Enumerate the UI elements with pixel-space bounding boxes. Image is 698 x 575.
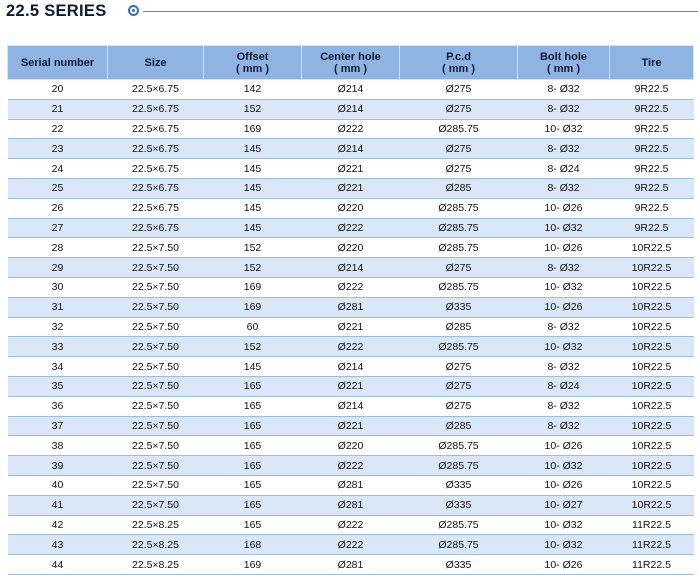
table-row [8,277,694,297]
cell-center: Ø221 [302,159,400,179]
cell-serial: 26 [8,198,108,218]
cell-pcd: Ø285 [400,317,518,337]
cell-offset: 145 [204,159,302,179]
cell-tire: 9R22.5 [610,159,694,179]
cell-size: 22.5×6.75 [108,198,204,218]
cell-serial: 40 [8,475,108,495]
center-hole-unit: ( mm ) [334,62,367,75]
cell-tire: 10R22.5 [610,337,694,357]
cell-serial: 38 [8,436,108,456]
cell-center: Ø221 [302,317,400,337]
table-row [8,317,694,337]
cell-pcd: Ø285.75 [400,436,518,456]
col-bolt-hole: Bolt hole ( mm ) [518,46,610,80]
cell-bolt: 10- Ø26 [518,555,610,575]
cell-bolt: 8- Ø32 [518,416,610,436]
cell-tire: 11R22.5 [610,515,694,535]
cell-center: Ø281 [302,297,400,317]
table-row [8,475,694,495]
cell-bolt: 10- Ø26 [518,238,610,258]
table-row [8,416,694,436]
cell-pcd: Ø285.75 [400,238,518,258]
table-row [8,80,694,100]
cell-center: Ø214 [302,139,400,159]
cell-pcd: Ø285.75 [400,535,518,555]
cell-tire: 10R22.5 [610,258,694,278]
cell-offset: 168 [204,535,302,555]
cell-bolt: 10- Ø26 [518,436,610,456]
cell-size: 22.5×6.75 [108,159,204,179]
cell-pcd: Ø285 [400,178,518,198]
cell-center: Ø222 [302,535,400,555]
cell-tire: 9R22.5 [610,139,694,159]
cell-bolt: 10- Ø32 [518,515,610,535]
cell-pcd: Ø275 [400,357,518,377]
cell-center: Ø222 [302,277,400,297]
cell-tire: 9R22.5 [610,99,694,119]
cell-offset: 145 [204,357,302,377]
cell-offset: 60 [204,317,302,337]
cell-bolt: 10- Ø26 [518,475,610,495]
cell-serial: 34 [8,357,108,377]
cell-offset: 169 [204,555,302,575]
table-row [8,495,694,515]
table-row [8,99,694,119]
cell-offset: 165 [204,456,302,476]
cell-serial: 22 [8,119,108,139]
cell-offset: 145 [204,178,302,198]
cell-pcd: Ø275 [400,258,518,278]
cell-serial: 31 [8,297,108,317]
series-title: 22.5 SERIES [6,2,107,20]
cell-bolt: 8- Ø32 [518,139,610,159]
table-row [8,297,694,317]
cell-serial: 30 [8,277,108,297]
header-rule [143,11,698,12]
cell-tire: 10R22.5 [610,317,694,337]
cell-offset: 169 [204,277,302,297]
cell-tire: 10R22.5 [610,456,694,476]
cell-serial: 20 [8,80,108,100]
cell-size: 22.5×7.50 [108,317,204,337]
col-pcd: P.c.d ( mm ) [400,46,518,80]
cell-tire: 10R22.5 [610,238,694,258]
cell-size: 22.5×6.75 [108,99,204,119]
cell-tire: 9R22.5 [610,218,694,238]
cell-bolt: 10- Ø32 [518,535,610,555]
cell-size: 22.5×6.75 [108,218,204,238]
cell-center: Ø214 [302,80,400,100]
col-offset: Offset ( mm ) [204,46,302,80]
bullet-ring-icon [128,5,139,16]
cell-pcd: Ø335 [400,297,518,317]
cell-pcd: Ø285.75 [400,119,518,139]
cell-size: 22.5×6.75 [108,119,204,139]
cell-offset: 169 [204,119,302,139]
cell-bolt: 8- Ø32 [518,99,610,119]
cell-serial: 35 [8,376,108,396]
pcd-unit: ( mm ) [442,62,475,75]
cell-serial: 33 [8,337,108,357]
cell-offset: 152 [204,99,302,119]
cell-serial: 29 [8,258,108,278]
cell-serial: 41 [8,495,108,515]
cell-pcd: Ø285 [400,416,518,436]
cell-offset: 142 [204,80,302,100]
cell-size: 22.5×8.25 [108,555,204,575]
cell-center: Ø220 [302,238,400,258]
cell-tire: 9R22.5 [610,198,694,218]
cell-size: 22.5×6.75 [108,178,204,198]
cell-size: 22.5×8.25 [108,515,204,535]
cell-bolt: 10- Ø32 [518,337,610,357]
cell-tire: 9R22.5 [610,178,694,198]
table-row [8,218,694,238]
cell-pcd: Ø335 [400,555,518,575]
cell-offset: 145 [204,198,302,218]
cell-tire: 10R22.5 [610,396,694,416]
cell-center: Ø220 [302,436,400,456]
cell-center: Ø222 [302,218,400,238]
cell-center: Ø281 [302,475,400,495]
cell-tire: 10R22.5 [610,436,694,456]
cell-center: Ø214 [302,357,400,377]
table-row [8,555,694,575]
cell-size: 22.5×7.50 [108,396,204,416]
cell-serial: 23 [8,139,108,159]
table-row [8,337,694,357]
cell-tire: 11R22.5 [610,535,694,555]
cell-serial: 39 [8,456,108,476]
table-row [8,119,694,139]
cell-pcd: Ø275 [400,159,518,179]
offset-unit: ( mm ) [236,62,269,75]
cell-bolt: 10- Ø32 [518,218,610,238]
cell-serial: 27 [8,218,108,238]
cell-center: Ø220 [302,198,400,218]
cell-offset: 165 [204,436,302,456]
cell-offset: 165 [204,495,302,515]
cell-bolt: 10- Ø32 [518,119,610,139]
cell-size: 22.5×6.75 [108,80,204,100]
cell-bolt: 8- Ø32 [518,178,610,198]
cell-size: 22.5×7.50 [108,258,204,278]
cell-center: Ø222 [302,515,400,535]
cell-serial: 44 [8,555,108,575]
cell-offset: 152 [204,238,302,258]
cell-size: 22.5×6.75 [108,139,204,159]
cell-bolt: 10- Ø27 [518,495,610,515]
cell-pcd: Ø285.75 [400,218,518,238]
bolt-hole-unit: ( mm ) [547,62,580,75]
cell-size: 22.5×7.50 [108,297,204,317]
cell-serial: 32 [8,317,108,337]
table-row [8,396,694,416]
cell-size: 22.5×7.50 [108,277,204,297]
cell-center: Ø281 [302,555,400,575]
cell-center: Ø222 [302,456,400,476]
cell-size: 22.5×7.50 [108,357,204,377]
cell-size: 22.5×7.50 [108,337,204,357]
cell-center: Ø221 [302,376,400,396]
cell-bolt: 10- Ø32 [518,277,610,297]
table-row [8,178,694,198]
cell-size: 22.5×7.50 [108,456,204,476]
cell-tire: 10R22.5 [610,357,694,377]
cell-offset: 165 [204,416,302,436]
section-header [0,0,698,28]
cell-center: Ø222 [302,337,400,357]
cell-bolt: 8- Ø32 [518,396,610,416]
cell-tire: 10R22.5 [610,376,694,396]
cell-bolt: 8- Ø24 [518,159,610,179]
cell-serial: 28 [8,238,108,258]
cell-tire: 11R22.5 [610,555,694,575]
table-row [8,139,694,159]
cell-offset: 165 [204,515,302,535]
col-tire: Tire [610,46,694,80]
cell-serial: 42 [8,515,108,535]
cell-bolt: 8- Ø32 [518,80,610,100]
cell-size: 22.5×7.50 [108,475,204,495]
cell-offset: 165 [204,396,302,416]
cell-center: Ø221 [302,178,400,198]
cell-pcd: Ø285.75 [400,337,518,357]
cell-serial: 21 [8,99,108,119]
cell-serial: 24 [8,159,108,179]
cell-serial: 37 [8,416,108,436]
cell-pcd: Ø275 [400,80,518,100]
cell-pcd: Ø335 [400,495,518,515]
cell-pcd: Ø275 [400,99,518,119]
cell-bolt: 8- Ø32 [518,258,610,278]
table-row [8,535,694,555]
cell-offset: 145 [204,139,302,159]
cell-tire: 10R22.5 [610,495,694,515]
col-center-hole: Center hole ( mm ) [302,46,400,80]
cell-pcd: Ø285.75 [400,456,518,476]
cell-size: 22.5×7.50 [108,436,204,456]
col-serial-number: Serial number [8,46,108,80]
cell-tire: 10R22.5 [610,475,694,495]
col-size: Size [108,46,204,80]
cell-bolt: 8- Ø32 [518,357,610,377]
cell-center: Ø222 [302,119,400,139]
cell-size: 22.5×7.50 [108,495,204,515]
cell-bolt: 8- Ø24 [518,376,610,396]
cell-bolt: 8- Ø32 [518,317,610,337]
cell-pcd: Ø285.75 [400,277,518,297]
cell-tire: 10R22.5 [610,416,694,436]
cell-offset: 152 [204,258,302,278]
table-header-row [8,46,694,80]
cell-bolt: 10- Ø26 [518,198,610,218]
table-row [8,159,694,179]
cell-center: Ø221 [302,416,400,436]
cell-size: 22.5×7.50 [108,238,204,258]
specs-table [7,45,694,575]
cell-tire: 10R22.5 [610,277,694,297]
cell-size: 22.5×7.50 [108,416,204,436]
cell-tire: 9R22.5 [610,119,694,139]
table-row [8,456,694,476]
cell-pcd: Ø285.75 [400,198,518,218]
cell-size: 22.5×8.25 [108,535,204,555]
cell-bolt: 10- Ø26 [518,297,610,317]
cell-pcd: Ø275 [400,139,518,159]
cell-pcd: Ø285.75 [400,515,518,535]
table-row [8,515,694,535]
cell-size: 22.5×7.50 [108,376,204,396]
table-row [8,198,694,218]
cell-serial: 25 [8,178,108,198]
cell-pcd: Ø275 [400,376,518,396]
cell-pcd: Ø335 [400,475,518,495]
cell-offset: 169 [204,297,302,317]
cell-offset: 165 [204,376,302,396]
cell-pcd: Ø275 [400,396,518,416]
table-row [8,238,694,258]
cell-tire: 9R22.5 [610,80,694,100]
cell-center: Ø214 [302,258,400,278]
cell-offset: 145 [204,218,302,238]
cell-serial: 43 [8,535,108,555]
table-row [8,258,694,278]
cell-center: Ø214 [302,99,400,119]
cell-offset: 152 [204,337,302,357]
cell-bolt: 10- Ø32 [518,456,610,476]
cell-serial: 36 [8,396,108,416]
table-row [8,357,694,377]
cell-tire: 10R22.5 [610,297,694,317]
cell-center: Ø214 [302,396,400,416]
cell-offset: 165 [204,475,302,495]
table-row [8,376,694,396]
table-row [8,436,694,456]
cell-center: Ø281 [302,495,400,515]
